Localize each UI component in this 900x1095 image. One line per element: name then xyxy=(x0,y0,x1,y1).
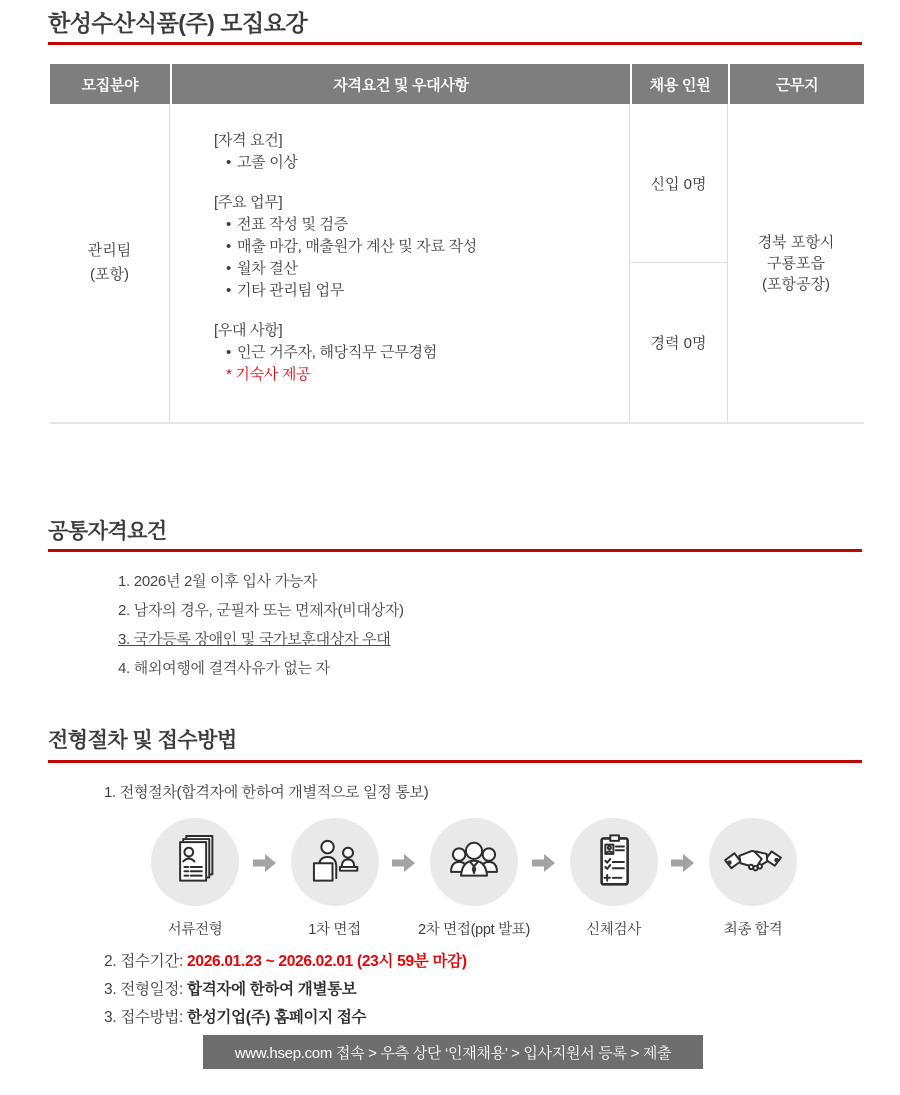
header-cell-qualifications: 자격요건 및 우대사항 xyxy=(170,64,630,104)
medical-check-icon xyxy=(583,831,645,893)
detail-item: • 기타 관리팀 업무 xyxy=(214,280,615,302)
openings-experienced-cell: 경력 0명 xyxy=(630,263,728,422)
detail-group-heading: [주요 업무] xyxy=(214,194,283,211)
info-line xyxy=(104,1004,467,1032)
common-requirements-title: 공통자격요건 xyxy=(48,520,167,543)
arrow-right-icon xyxy=(392,853,416,873)
info-value-period: 2026.01.23 ~ 2026.02.01 (23시 59분 마감) xyxy=(187,953,467,970)
detail-item: • 고졸 이상 xyxy=(214,152,615,174)
header-cell-openings: 채용 인원 xyxy=(630,64,728,104)
info-line xyxy=(104,948,467,976)
application-info xyxy=(104,948,467,1032)
header-cell-location: 근무지 xyxy=(728,64,864,104)
table-header-row xyxy=(50,64,864,104)
group-presentation-icon xyxy=(443,831,505,893)
detail-item: • 전표 작성 및 검증 xyxy=(214,214,615,236)
list-item: 3. 국가등록 장애인 및 국가보훈대상자 우대 xyxy=(118,631,391,648)
detail-group-heading: [우대 사항] xyxy=(214,322,283,339)
location-line: 구룡포읍 xyxy=(767,254,825,272)
title-divider xyxy=(48,42,862,45)
step-circle xyxy=(430,818,518,906)
list-item: 1. 2026년 2월 이후 입사 가능자 xyxy=(118,573,318,590)
location-line: 경북 포항시 xyxy=(757,233,835,251)
documents-icon xyxy=(164,831,226,893)
arrow-right-icon xyxy=(671,853,695,873)
info-value-method: 한성기업(주) 홈페이지 접수 xyxy=(187,1009,367,1026)
step-label: 1차 면접 xyxy=(308,922,361,938)
list-item: 4. 해외여행에 결격사유가 없는 자 xyxy=(118,660,330,677)
interview-icon xyxy=(304,831,366,893)
recruit-table xyxy=(50,64,864,424)
application-section-title: 전형절차 및 접수방법 xyxy=(48,729,237,752)
step-circle xyxy=(570,818,658,906)
common-requirements-list xyxy=(118,567,404,683)
common-requirements-divider xyxy=(48,549,862,552)
list-item: 2. 남자의 경우, 군필자 또는 면제자(비대상자) xyxy=(118,602,404,619)
step-label: 2차 면접(ppt 발표) xyxy=(417,922,531,938)
step-label: 서류전형 xyxy=(167,922,223,938)
info-value-schedule: 합격자에 한하여 개별통보 xyxy=(187,981,357,998)
detail-item: • 인근 거주자, 해당직무 근무경험 xyxy=(214,342,615,364)
info-prefix: 3. 접수방법: xyxy=(104,1009,188,1026)
process-step xyxy=(291,818,379,939)
step-circle xyxy=(291,818,379,906)
application-url-bar: www.hsep.com 접속 > 우측 상단 ‘인재채용’ > 입사지원서 등록 > 제출 xyxy=(203,1035,703,1069)
process-intro: 1. 전형절차(합격자에 한하여 개별적으로 일정 통보) xyxy=(104,784,429,801)
arrow-right-icon xyxy=(253,853,277,873)
process-step xyxy=(151,818,239,939)
process-flow xyxy=(151,818,797,939)
detail-group xyxy=(214,192,615,302)
table-body xyxy=(50,104,864,424)
step-circle xyxy=(709,818,797,906)
application-section-divider xyxy=(48,760,862,763)
division-site: (포항) xyxy=(90,266,129,283)
dormitory-note: * 기숙사 제공 xyxy=(226,366,311,383)
info-line xyxy=(104,976,467,1004)
info-prefix: 2. 접수기간: xyxy=(104,953,188,970)
detail-item: • 매출 마감, 매출원가 계산 및 자료 작성 xyxy=(214,236,615,258)
process-step xyxy=(570,818,658,939)
location-cell xyxy=(728,104,864,422)
page-title: 한성수산식품(주) 모집요강 xyxy=(48,10,308,36)
arrow-right-icon xyxy=(532,853,556,873)
division-cell xyxy=(50,104,170,422)
qualifications-cell xyxy=(170,104,630,422)
process-step xyxy=(709,818,797,939)
header-cell-division: 모집분야 xyxy=(81,76,139,94)
step-label: 신체검사 xyxy=(586,922,641,938)
location-line: (포항공장) xyxy=(762,275,830,293)
step-circle xyxy=(151,818,239,906)
step-label: 최종 합격 xyxy=(723,922,783,938)
openings-new-cell: 신입 0명 xyxy=(630,104,728,263)
handshake-icon xyxy=(722,831,784,893)
detail-group xyxy=(214,130,615,174)
detail-item: • 월차 결산 xyxy=(214,258,615,280)
detail-group xyxy=(214,320,615,386)
info-prefix: 3. 전형일정: xyxy=(104,981,188,998)
division-team: 관리팀 xyxy=(87,242,132,259)
process-step xyxy=(417,818,531,939)
detail-group-heading: [자격 요건] xyxy=(214,132,283,149)
